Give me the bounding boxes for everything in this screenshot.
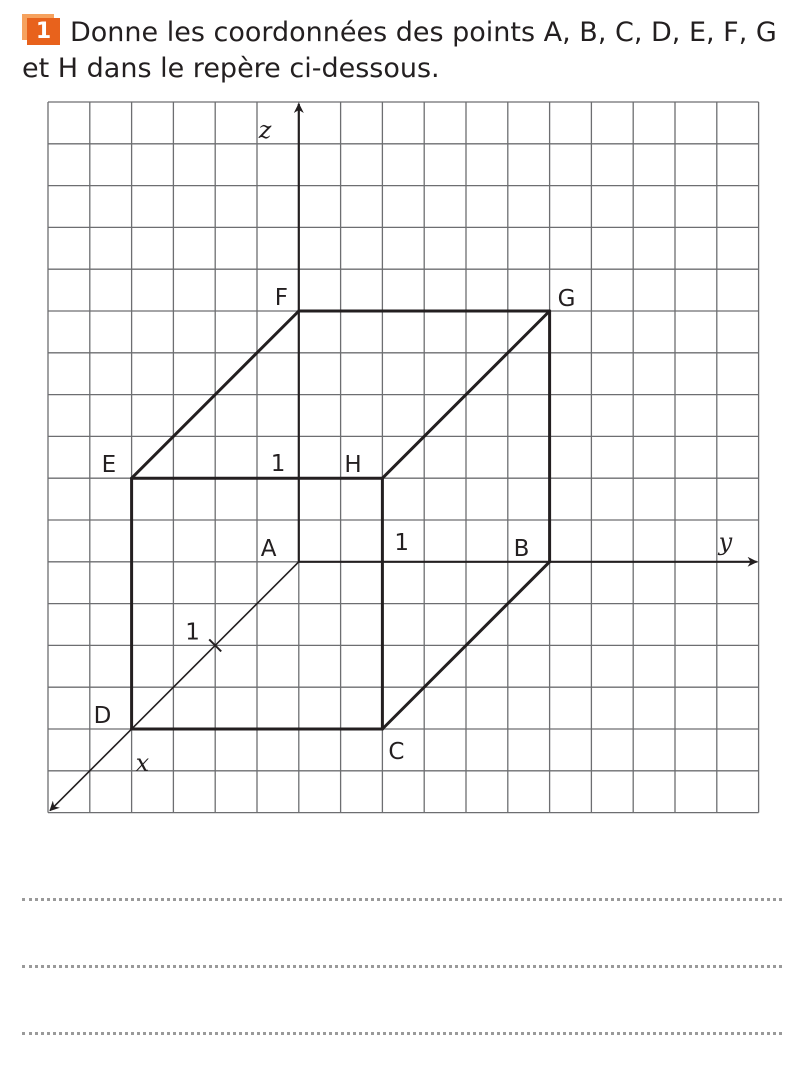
point-label-C: C bbox=[388, 739, 405, 765]
answer-line-3[interactable] bbox=[22, 1032, 782, 1035]
point-label-E: E bbox=[101, 452, 117, 479]
exercise-text: Donne les coordonnées des points A, B, C, D, E, F, G et H dans le repère ci-dessous. bbox=[22, 17, 777, 84]
z-axis-label: z bbox=[258, 116, 272, 144]
point-label-F: F bbox=[274, 285, 289, 311]
x-axis-label: x bbox=[135, 749, 150, 777]
x-axis bbox=[50, 562, 299, 811]
y-unit-label: 1 bbox=[394, 529, 410, 556]
answer-line-1[interactable] bbox=[22, 898, 782, 901]
point-label-A: A bbox=[260, 535, 277, 562]
answer-line-2[interactable] bbox=[22, 965, 782, 968]
point-label-H: H bbox=[344, 452, 362, 479]
y-axis-label: y bbox=[718, 527, 733, 556]
exercise-number: 1 bbox=[27, 18, 60, 45]
point-label-D: D bbox=[93, 703, 112, 729]
z-unit-label: 1 bbox=[270, 451, 286, 478]
point-label-G: G bbox=[557, 286, 576, 312]
point-label-B: B bbox=[513, 535, 530, 562]
x-unit-label: 1 bbox=[185, 619, 200, 646]
